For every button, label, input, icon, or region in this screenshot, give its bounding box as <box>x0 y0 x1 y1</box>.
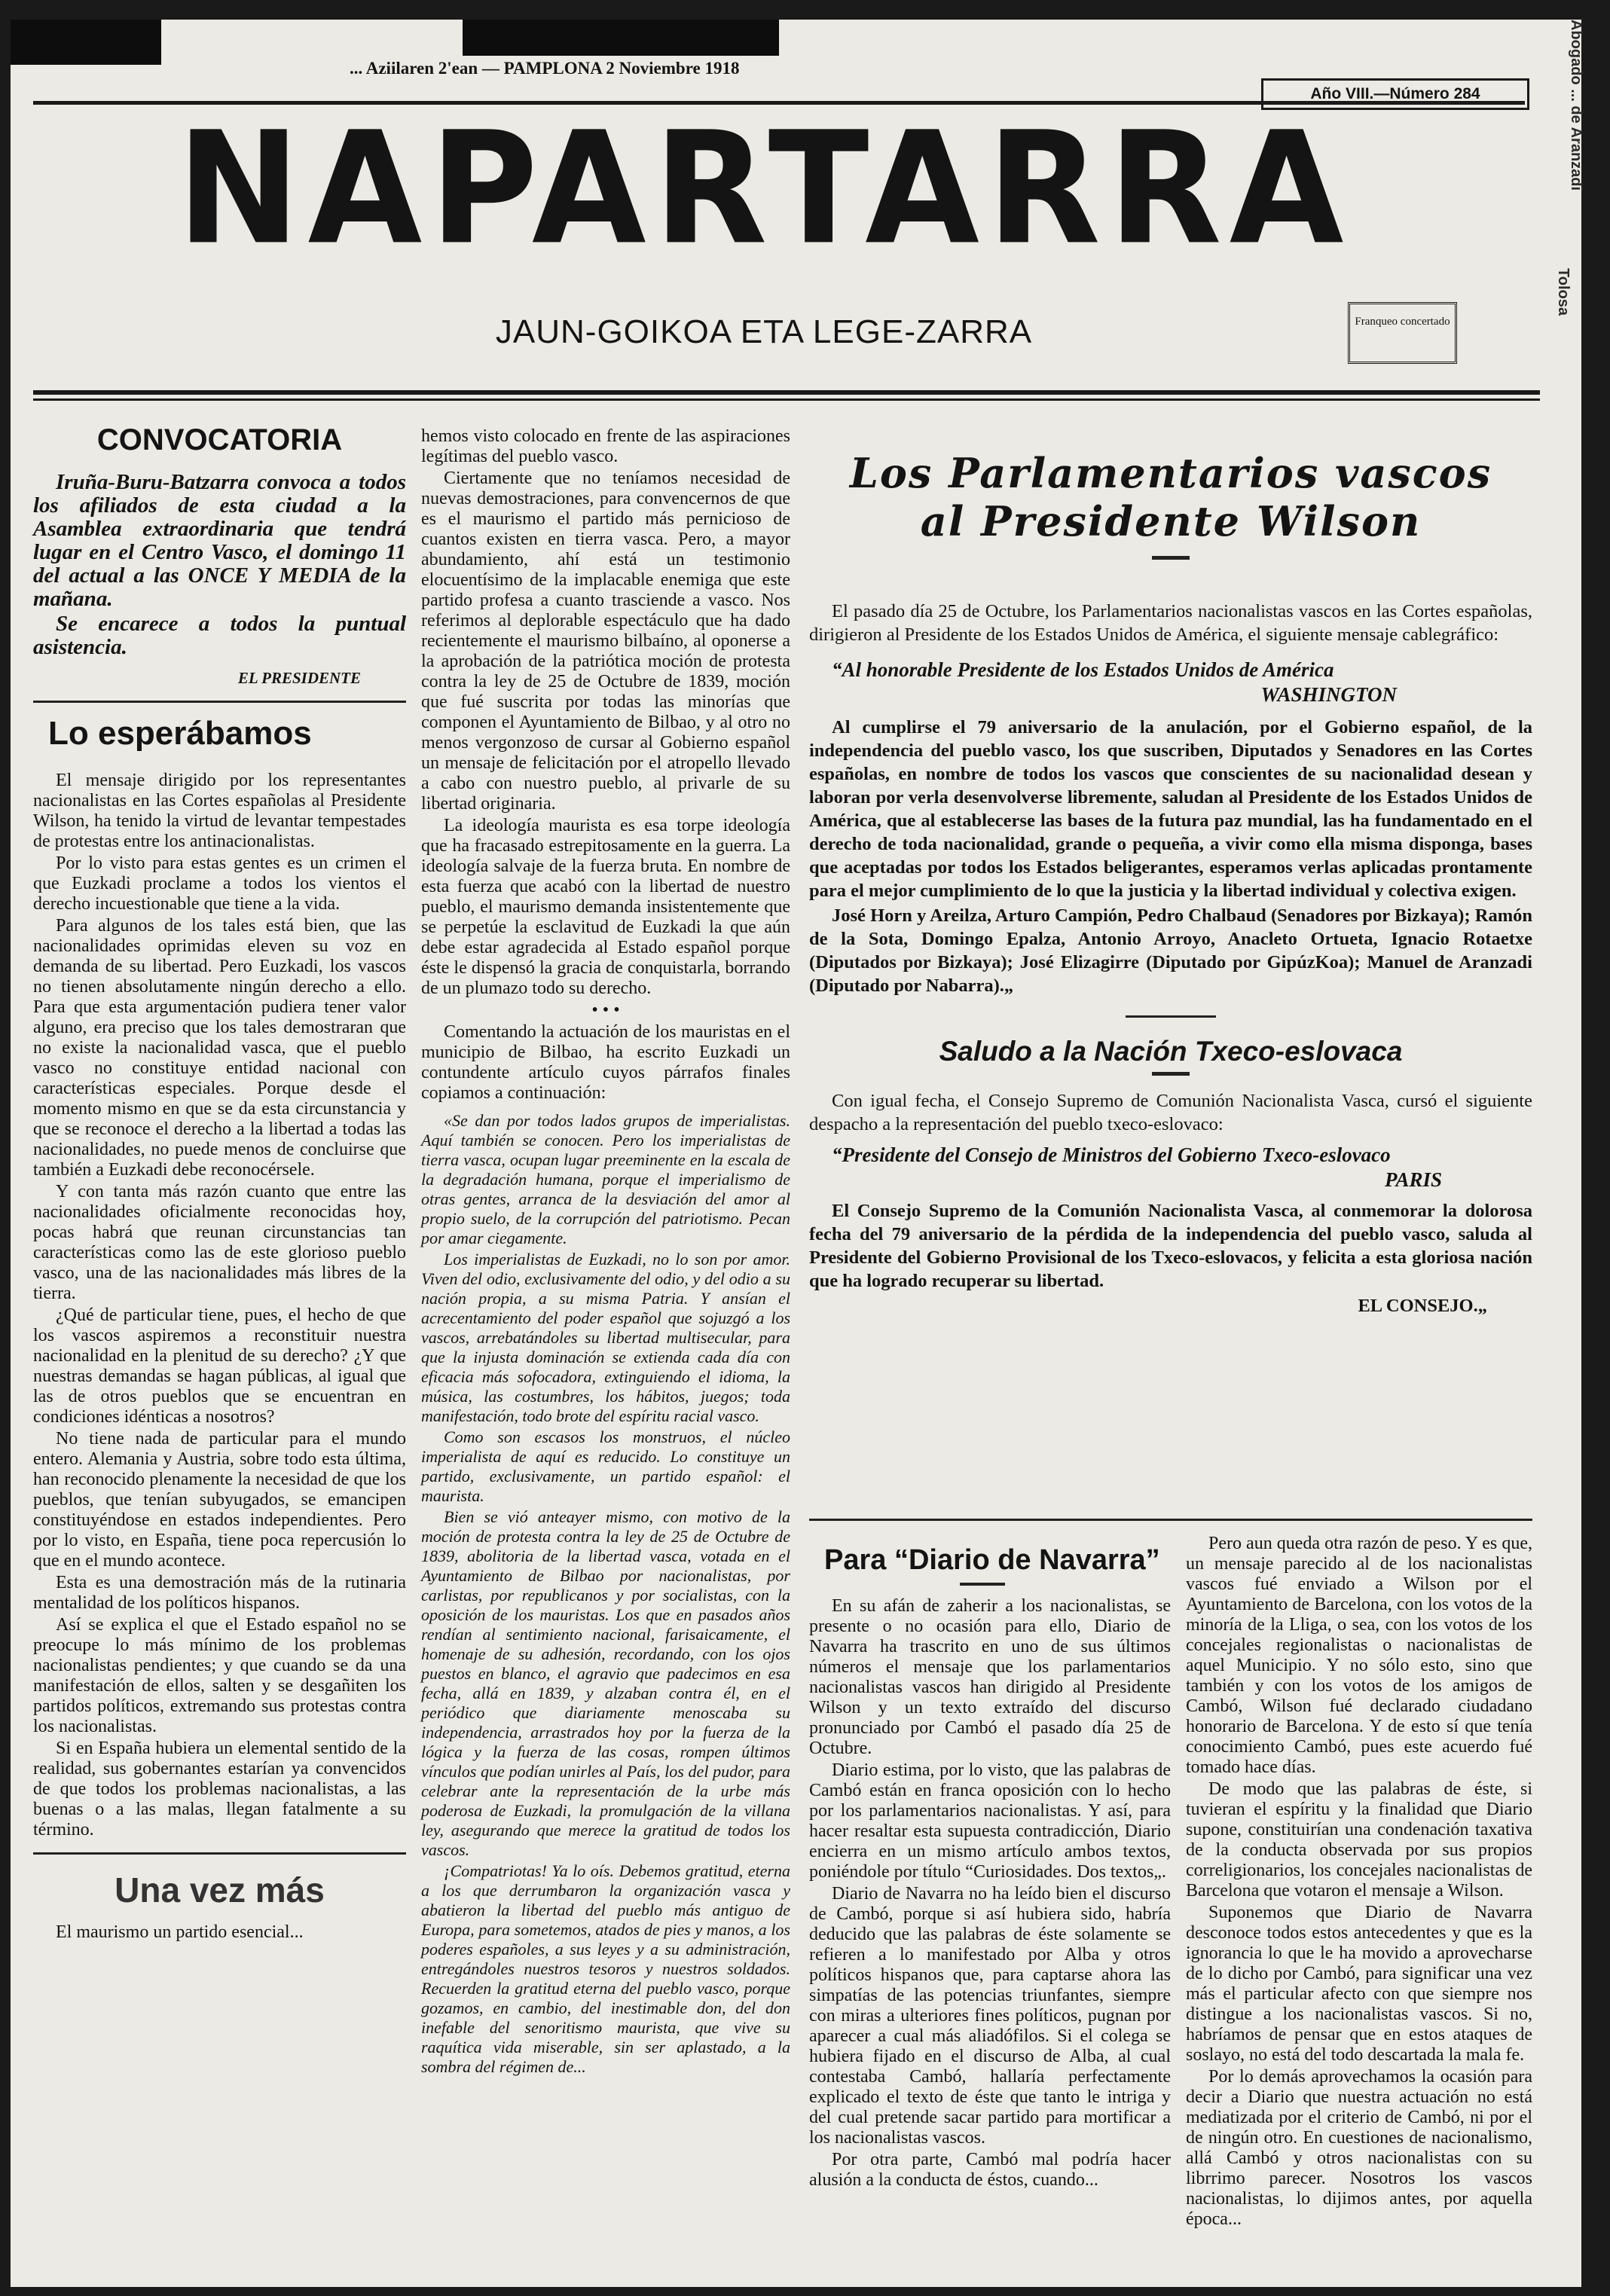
paragraph: ¡Compatriotas! Ya lo oís. Debemos gratitud, eterna a los que derrumbaron la organización vasca y abatieron la libertad del pueblo más antiguo de Europa, para sometemos, atados de pies y manos, a los poderes españoles, a sus leyes y a su administración, entregándoles nuestros tesoros y nuestros soldados. Recuerden la gratitud eterna del pueblo vasco, porque gozamos, en cambio, del inestimable don, del don inefable del senoritismo maurista, que vive su raquítica vida miserable, sin ser aplastado, a la sombra del régimen de... <box>421 1861 790 2076</box>
year-number-box: Año VIII.—Número 284 <box>1261 78 1529 110</box>
wilson-intro: El pasado día 25 de Octubre, los Parlamentarios nacionalistas vascos en las Cortes españolas, dirigieron al Presidente de los Estados Unidos de América, el siguiente mensaje cablegráfico: <box>809 601 1532 645</box>
paragraph: No tiene nada de particular para el mundo entero. Alemania y Austria, sobre todo esta última, han reconocido plenamente la necesidad de que los pueblos, que tenían subyugados, se emancipen constituyéndose en estados independientes. Pero por lo visto, en España, tiene poca repercusión lo que en el mundo acontece. <box>33 1429 406 1571</box>
paragraph: Diario estima, por lo visto, que las palabras de Cambó están en franca oposición con lo hecho por los parlamentarios nacionalistas. Y así, para hacer resaltar esta supuesta contradicción, Diario encierra en un mismo artículo ambos textos, poniéndole por título “Curiosidades. Dos textos„. <box>809 1760 1171 1882</box>
txeco-signature: EL CONSEJO.„ <box>1358 1296 1487 1316</box>
wilson-message: Al cumplirse el 79 aniversario de la anulación, por el Gobierno español, de la independencia del pueblo vasco, los que suscriben, Diputados y Senadores en las Cortes españolas, en nombre de todos los vascos que conscientes de su nacionalidad desean y laboran por verla desenvolverse libremente, saludan al Presidente de los Estados Unidos de América, que al establecerse las bases de la futura paz mundial, las ha fundamentado en el derecho de toda nacionalidad, grande o pequeña, a vivir como ella misma disponga, bases que aceptadas por todos los Estados beligerantes, esperamos verlas aplicadas prontamente para el mejor cumplimiento de lo que la justicia y la libertad individual y colectiva exigen. <box>809 717 1532 901</box>
wilson-address: “Al honorable Presidente de los Estados Unidos de América <box>832 658 1334 681</box>
paragraph: Ciertamente que no teníamos necesidad de nuevas demostraciones, para convencernos de que es el maurismo el partido más pernicioso de cuantos existen en tierra vasca. Pero, a mayor abundamiento, ahí está un testimonio elocuentísimo de la implacable enemiga que este partido profesa a cuanto trasciende a vasco. Nos referimos al deplorable espectáculo que ha dado recientemente el maurismo bilbaíno, al oponerse a la aprobación de la patriótica moción de protesta contra la ley de 25 de Octubre de 1839, moción que fué suscrita por todas las minorías que componen el Ayuntamiento de Bilbao, y al otro no menos vergonzoso de cursar al Gobierno español un mensaje de felicitación por el atropello llevado a cabo con nuestro pueblo, al privarle de su libertad originaria. <box>421 469 790 814</box>
paragraph: ¿Qué de particular tiene, pues, el hecho de que los vascos aspiremos a reconstituir nuestra nacionalidad en la plenitud de su derecho? ¿Y que nuestras demandas se hagan públicas, al igual que las de otros pueblos que se encuentran en condiciones idénticas a nosotros? <box>33 1305 406 1427</box>
paragraph: De modo que las palabras de éste, si tuvieran el espíritu y la finalidad que Diario supone, constituirían una condenación taxativa de la conducta observada por sus propios correligionarios, los concejales nacionalistas de Barcelona que votaron el mensaje a Wilson. <box>1186 1779 1532 1901</box>
convocatoria-title: CONVOCATORIA <box>96 423 343 456</box>
wilson-city: WASHINGTON <box>1260 683 1397 706</box>
paragraph: Esta es una demostración más de la rutinaria mentalidad de los políticos hispanos. <box>33 1573 406 1613</box>
diario-column-b <box>1186 1534 1532 2279</box>
paragraph: El maurismo un partido esencial... <box>56 1922 304 1942</box>
paragraph: Como son escasos los monstruos, el núcleo imperialista de aquí es reducido. Lo constituye un partido, exclusivamente, un partido español: el maurista. <box>421 1427 790 1505</box>
txeco-city: PARIS <box>1384 1168 1442 1191</box>
separator <box>809 1519 1532 1521</box>
convocatoria-body: Iruña-Buru-Batzarra convoca a todos los afiliados de esta ciudad a la Asamblea extraordinaria que tendrá lugar en el Centro Vasco, el domingo 11 del actual a las ONCE Y MEDIA de la mañana. <box>33 470 406 611</box>
wilson-signers: José Horn y Areilza, Arturo Campión, Pedro Chalbaud (Senadores por Bizkaya); Ramón de la Sota, Domingo Epalza, Antonio Arroyo, Anacleto Ortueta, Ignacio Rotaetxe (Diputados por Bizkaya); José Elizagirre (Diputado por GipúzKoa); Manuel de Aranzadi (Diputado por Nabarra).„ <box>809 905 1532 996</box>
title-bar <box>960 1583 1005 1586</box>
column-1 <box>33 419 406 2279</box>
txeco-intro: Con igual fecha, el Consejo Supremo de Comunión Nacionalista Vasca, cursó el siguiente despacho a la representación del pueblo txeco-eslovaco: <box>809 1091 1532 1134</box>
separator <box>33 701 406 703</box>
paragraph: Para algunos de los tales está bien, que las nacionalidades oprimidas eleven su voz en demanda de su libertad. Pero Euzkadi, los vascos no tienen absolutamente ningún derecho a ello. Para que esta argumentación pudiera tener valor alguno, era preciso que los tales demostraran que no existe la nacionalidad vasca, que el pueblo vasco no constituye entidad nacional con características especiales. Porque desde el momento mismo en que se da esta circunstancia y que se reconoce el derecho a la libertad a todas las nacionalidades, no puede menos de concluirse que también a Euzkadi debe reconocérsele. <box>33 916 406 1180</box>
wilson-article <box>809 600 1532 1511</box>
headline-bar <box>1152 556 1190 560</box>
separator <box>1126 1015 1216 1018</box>
paragraph: Así se explica el que el Estado español no se preocupe lo más mínimo de los problemas nacionalistas pendientes; y que cuando se da una manifestación de ellos, salten y se desgañiten los partidos políticos, extremando sus protestas contra los nacionalistas. <box>33 1615 406 1736</box>
margin-stamp: Abogado ... de Aranzadi <box>1568 20 1584 191</box>
headline-line-1: Los Parlamentarios vascos <box>849 449 1492 497</box>
diario-column-a <box>809 1534 1171 2279</box>
paragraph: Comentando la actuación de los mauristas en el municipio de Bilbao, ha escrito Euzkadi un contundente artículo cuyos párrafos finales copiamos a continuación: <box>421 1022 790 1103</box>
newspaper-page <box>11 20 1584 2287</box>
paragraph: Bien se vió anteayer mismo, con motivo de la moción de protesta contra la ley de 25 de Octubre de 1839, abolitoria de la libertad vasca, votada en el Ayuntamiento de Bilbao por nacionalistas, por carlistas, por republicanos y por socialistas, con la oposición de los mauristas. Los que en pasados años rendían al sentimiento nacional, farisaicamente, el homenaje de su adhesión, recordando, con los ojos puestos en blanco, el agravio que padecimos en esa fecha, allá en 1839, y alzaban contra él, en el periódico que diariamente menoscaba su independencia, arrastrados hoy por la fuerza de la lógica y la fuerza de las cosas, rompen últimos vínculos que podían unirles al País, los del pudor, para celebrar ante la representación de la urbe más poderosa de Euzkadi, la promulgación de la villana ley, asegurando que merece la gratitud de todos los vascos. <box>421 1507 790 1859</box>
motto: JAUN-GOIKOA ETA LEGE-ZARRA <box>495 313 1033 350</box>
edition-line: ... Aziilaren 2'ean — PAMPLONA 2 Noviembre 1918 <box>350 59 740 78</box>
paragraph: Los imperialistas de Euzkadi, no lo son por amor. Viven del odio, exclusivamente del odio, y del odio a su nación propia, a su misma Patria. Y ansían el acrecentamiento del poder español que sojuzgó a los vascos, arrebatándoles su libertad multisecular, para que la injusta dominación se extienda cada día con eficacia más sofocadora, extinguiendo el idioma, la música, las costumbres, los hábitos, juegos; toda manifestación, todo brote del espíritu racial vasco. <box>421 1250 790 1425</box>
txeco-message: El Consejo Supremo de la Comunión Nacionalista Vasca, al conmemorar la dolorosa fecha del 79 aniversario de la pérdida de la independencia del pueblo vasco, saluda al Presidente del Gobierno Provisional de los Txeco-eslovacos, y felicita a esta gloriosa nación que ha logrado recuperar su libertad. <box>809 1201 1532 1291</box>
paragraph: Suponemos que Diario de Navarra desconoce todos estos antecedentes y que es la ignorancia lo que le ha movido a aprovecharse de lo dicho por Cambó, para significar una vez más el particular afecto con que siempre nos distingue a los nacionalistas vascos. Si no, habríamos de pensar que en estos ataques de soslayo, no está del todo descartada la mala fe. <box>1186 1903 1532 2065</box>
paragraph: Si en España hubiera un elemental sentido de la realidad, sus gobernantes estarían ya convencidos de que todos los problemas nacionalistas, a las buenas o a las malas, llegan fatalmente a su término. <box>33 1739 406 1840</box>
paragraph: hemos visto colocado en frente de las aspiraciones legítimas del pueblo vasco. <box>421 426 790 466</box>
paragraph: La ideología maurista es esa torpe ideología que ha fracasado estrepitosamente en la guerra. La ideología salvaje de la fuerza bruta. En nombre de esta fuerza que acabó con la libertad de nuestro pueblo, el maurismo demanda insistentemente que se perpetúe la esclavitud de Euzkadi la que aún debe estar agradecida al Estado español porque éste le dispensó la gracia de conquistarla, borrando de un plumazo todo su derecho. <box>421 816 790 998</box>
paragraph: En su afán de zaherir a los nacionalistas, se presente o no ocasión para ello, Diario de Navarra ha trascrito en uno de sus últimos números el mensaje que los parlamentarios nacionalistas vascos han dirigido al Presidente Wilson y un texto extraído del discurso pronunciado por Cambó el pasado día 25 de Octubre. <box>809 1596 1171 1758</box>
wilson-headline <box>809 449 1532 560</box>
asterisks: • • • <box>591 1000 620 1020</box>
header-rule <box>33 390 1540 401</box>
paragraph: Pero aun queda otra razón de peso. Y es que, un mensaje parecido al de los nacionalistas vascos fué enviado a Wilson por el Ayuntamiento de Barcelona, con los votos de la minoría de la Lliga, o sea, con los votos de los concejales regionalistas o nacionalistas de aquel Municipio. Y no sólo esto, sino que también y con los votos de los amigos de Cambó, Wilson fué declarado ciudadano honorario de Barcelona. Y de esto sí que tenía conocimiento Cambó, pues este acuerdo fué tomado hace días. <box>1186 1534 1532 1777</box>
franqueo-box: Franqueo concertado <box>1348 302 1457 364</box>
headline-line-2: al Presidente Wilson <box>920 497 1422 545</box>
esperabamos-title: Lo esperábamos <box>48 715 312 752</box>
una-vez-mas-title: Una vez más <box>115 1870 325 1910</box>
margin-place: Tolosa <box>1555 268 1572 316</box>
separator <box>33 1852 406 1855</box>
paragraph: Por otra parte, Cambó mal podría hacer alusión a la conducta de éstos, cuando... <box>809 2150 1171 2190</box>
date-line <box>33 48 1525 105</box>
masthead: NAPARTARRA <box>176 99 1352 279</box>
paragraph: Diario de Navarra no ha leído bien el discurso de Cambó, porque si así hubiera sido, habría deducido que las palabras de éste solamente se refieren a lo manifestado por Alba y otros políticos hispanos que, para captarse ahora las simpatías de las potencias triunfantes, siempre con miras a ulteriores fines políticos, pugnan por aparecer a cual más aliadófilos. Si el colega se hubiera fijado en el discurso de Alba, al cual contestaba Cambó, hallaría perfectamente explicado el texto de éste que tanto le intriga y del cual pretende sacar partido para mortificar a los nacionalistas vascos. <box>809 1884 1171 2148</box>
paragraph: Por lo visto para estas gentes es un crimen el que Euzkadi proclame a todos los vientos el derecho incuestionable que tiene a la vida. <box>33 853 406 914</box>
paragraph: Y con tanta más razón cuanto que entre las nacionalidades oficialmente reconocidas hoy, pocas habrá que reunan circunstancias tan características como las de este glorioso pueblo vasco, una de las nacionalidades más libres de la tierra. <box>33 1182 406 1303</box>
diario-title: Para “Diario de Navarra” <box>824 1544 1160 1576</box>
txeco-title: Saludo a la Nación Txeco-eslovaca <box>939 1036 1403 1067</box>
convocatoria-body-2: Se encarece a todos la puntual asistencia. <box>33 612 406 659</box>
title-bar <box>1152 1072 1190 1076</box>
txeco-address: “Presidente del Consejo de Ministros del Gobierno Txeco-eslovaco <box>832 1143 1391 1166</box>
paragraph: Por lo demás aprovechamos la ocasión para decir a Diario que nuestra actuación no está mediatizada por el criterio de Cambó, ni por el de ningún otro. En cuestiones de nacionalismo, allá Cambó y otros nacionalistas con su librrimo parecer. Nosotros los vascos nacionalistas, lo dijimos antes, por aquella época... <box>1186 2067 1532 2229</box>
column-2 <box>421 426 790 2272</box>
paragraph: «Se dan por todos lados grupos de imperialistas. Aquí también se conocen. Pero los imperialistas de tierra vasca, ocupan lugar preeminente en la escala de la degradación humana, porque el imperialismo de otras gentes, arranca de la desviación del amor al propio suelo, de la corrupción del patriotismo. Pecan por amar ciegamente. <box>421 1111 790 1247</box>
convocatoria-signature: EL PRESIDENTE <box>237 669 361 687</box>
paragraph: El mensaje dirigido por los representantes nacionalistas en las Cortes españolas al Presidente Wilson, ha tenido la virtud de levantar tempestades de protestas entre los antinacionalistas. <box>33 771 406 851</box>
